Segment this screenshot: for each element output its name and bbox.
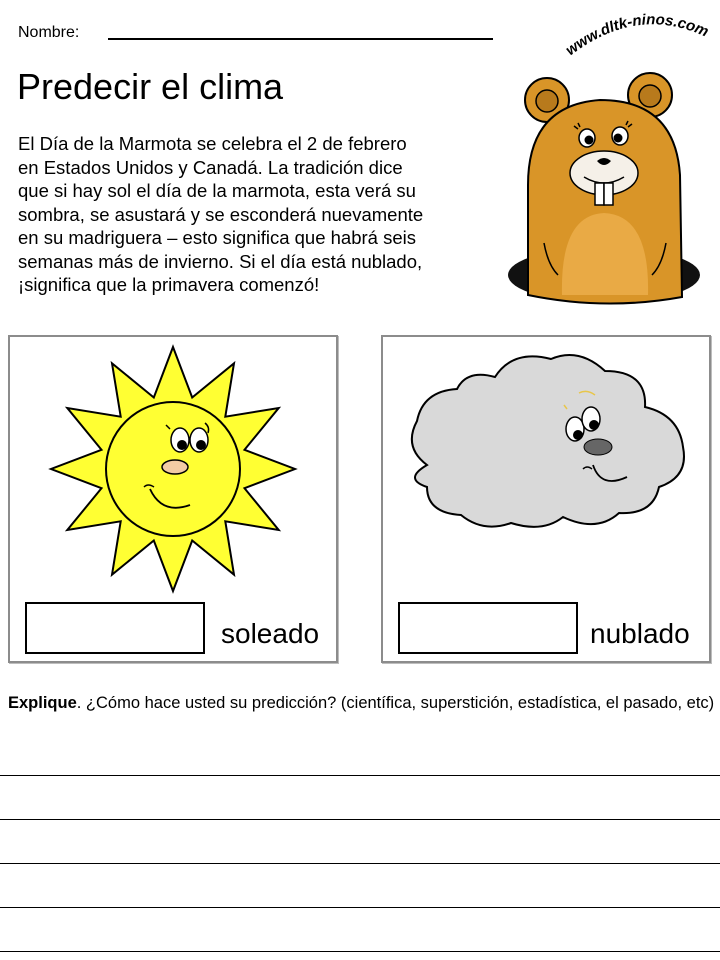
writing-line[interactable] xyxy=(0,819,720,820)
answer-box-cloudy[interactable] xyxy=(398,602,578,654)
name-label: Nombre: xyxy=(18,24,80,41)
writing-line[interactable] xyxy=(0,907,720,908)
brand-text: www.dltk-ninos.com xyxy=(562,11,712,60)
question-lead: Explique xyxy=(8,694,77,712)
explain-question xyxy=(8,693,720,714)
answer-box-sunny[interactable] xyxy=(25,602,205,654)
cloud-illustration xyxy=(383,337,709,597)
intro-line: sombra, se asustará y se esconderá nuevamente xyxy=(18,203,424,225)
intro-line: que si hay sol el día de la marmota, esta verá su xyxy=(18,180,416,201)
option-label-cloudy: nublado xyxy=(590,618,690,649)
writing-line[interactable] xyxy=(0,863,720,864)
intro-line: en su madriguera – esto significa que habrá seis xyxy=(18,227,416,248)
intro-paragraph xyxy=(18,132,488,297)
groundhog-illustration xyxy=(500,65,705,310)
writing-line[interactable] xyxy=(0,775,720,776)
writing-line[interactable] xyxy=(0,951,720,952)
option-label-sunny: soleado xyxy=(221,618,320,649)
intro-line: en Estados Unidos y Canadá. La tradición dice xyxy=(18,156,403,178)
option-card-cloudy xyxy=(381,335,711,663)
page-title: Predecir el clima xyxy=(17,66,284,107)
sun-illustration xyxy=(10,337,336,597)
intro-line: semanas más de invierno. Si el día está nublado, xyxy=(18,250,423,272)
intro-line: El Día de la Marmota se celebra el 2 de febrero xyxy=(18,133,407,154)
name-input-line[interactable] xyxy=(108,38,493,40)
svg-text:www.dltk-ninos.com xyxy=(562,11,711,59)
option-card-sunny xyxy=(8,335,338,663)
question-text: . ¿Cómo hace usted su predicción? (científica, superstición, estadística, el pasado, etc) xyxy=(76,694,715,712)
intro-line: ¡significa que la primavera comenzó! xyxy=(18,274,320,295)
brand-logo xyxy=(560,0,720,64)
